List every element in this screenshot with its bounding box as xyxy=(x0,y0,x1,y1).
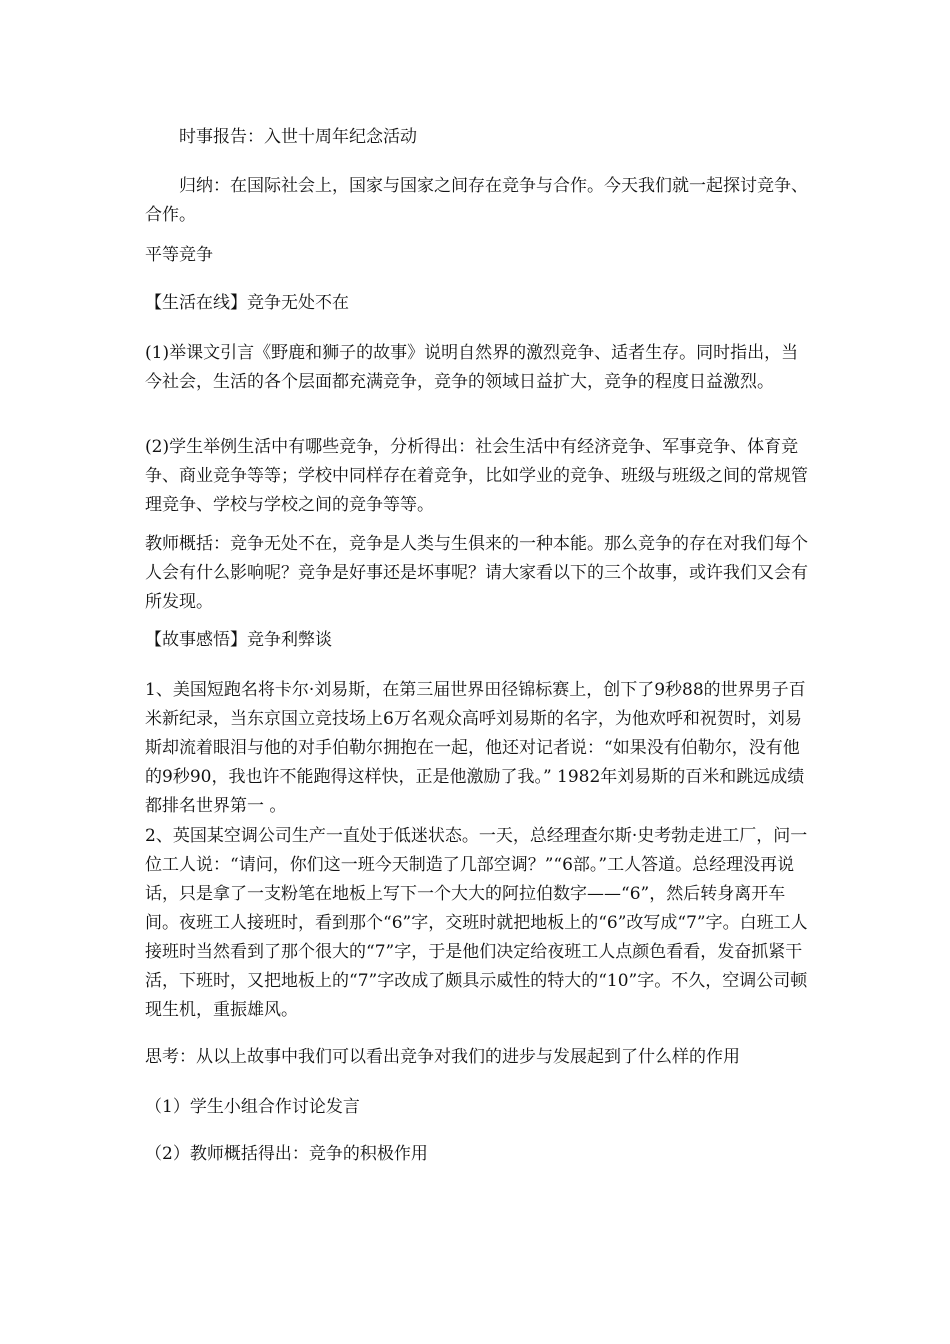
paragraph-point-1: (1)举课文引言《野鹿和狮子的故事》说明自然界的激烈竞争、适者生存。同时指出，当今社会，生活的各个层面都充满竞争，竞争的领域日益扩大，竞争的程度日益激烈。 xyxy=(145,343,799,392)
section-heading-equal-competition: 平等竞争 xyxy=(145,245,213,265)
summary-paragraph: 归纳：在国际社会上，国家与国家之间存在竞争与合作。今天我们就一起探讨竞争、合作。 xyxy=(145,176,808,225)
report-title: 时事报告：入世十周年纪念活动 xyxy=(179,127,417,147)
story-1-paragraph: 1、美国短跑名将卡尔·刘易斯，在第三届世界田径锦标赛上，创下了9秒88的世界男子百米新纪录，当东京国立竞技场上6万名观众高呼刘易斯的名字，为他欢呼和祝贺时，刘易斯却流着眼泪与他的对手伯勒尔拥抱在一起，他还对记者说：“如果没有伯勒尔，没有他的9秒90，我也许不能跑得这样快，正是他激励了我。” 1982年刘易斯的百米和跳远成绩都排名世界第一 。 xyxy=(145,680,806,816)
section-heading-story-insight: 【故事感悟】竞争利弊谈 xyxy=(145,630,332,650)
section-heading-life-online: 【生活在线】竞争无处不在 xyxy=(145,293,349,313)
story-2-paragraph: 2、英国某空调公司生产一直处于低迷状态。一天，总经理查尔斯·史考勃走进工厂，问一位工人说：“请问，你们这一班今天制造了几部空调？”“6部。”工人答道。总经理没再说话，只是拿了一支粉笔在地板上写下一个大大的阿拉伯数字——“6”，然后转身离开车间。夜班工人接班时，看到那个“6”字，交班时就把地板上的“6”改写成“7”字。白班工人接班时当然看到了那个很大的“7”字，于是他们决定给夜班工人点颜色看看，发奋抓紧干活，下班时，又把地板上的“7”字改成了颇具示威性的特大的“10”字。不久，空调公司顿现生机，重振雄风。 xyxy=(145,826,808,1020)
paragraph-point-2: (2)学生举例生活中有哪些竞争，分析得出：社会生活中有经济竞争、军事竞争、体育竞争、商业竞争等等；学校中同样存在着竞争，比如学业的竞争、班级与班级之间的常规管理竞争、学校与学校之间的竞争等等。 xyxy=(145,437,808,515)
teacher-summary-paragraph: 教师概括：竞争无处不在，竞争是人类与生俱来的一种本能。那么竞争的存在对我们每个人会有什么影响呢？竞争是好事还是坏事呢？请大家看以下的三个故事，或许我们又会有所发现。 xyxy=(145,534,808,612)
step-1-discussion: （1）学生小组合作讨论发言 xyxy=(145,1097,360,1117)
step-2-conclusion: （2）教师概括得出：竞争的积极作用 xyxy=(145,1144,428,1164)
thinking-question: 思考：从以上故事中我们可以看出竞争对我们的进步与发展起到了什么样的作用 xyxy=(145,1047,740,1067)
